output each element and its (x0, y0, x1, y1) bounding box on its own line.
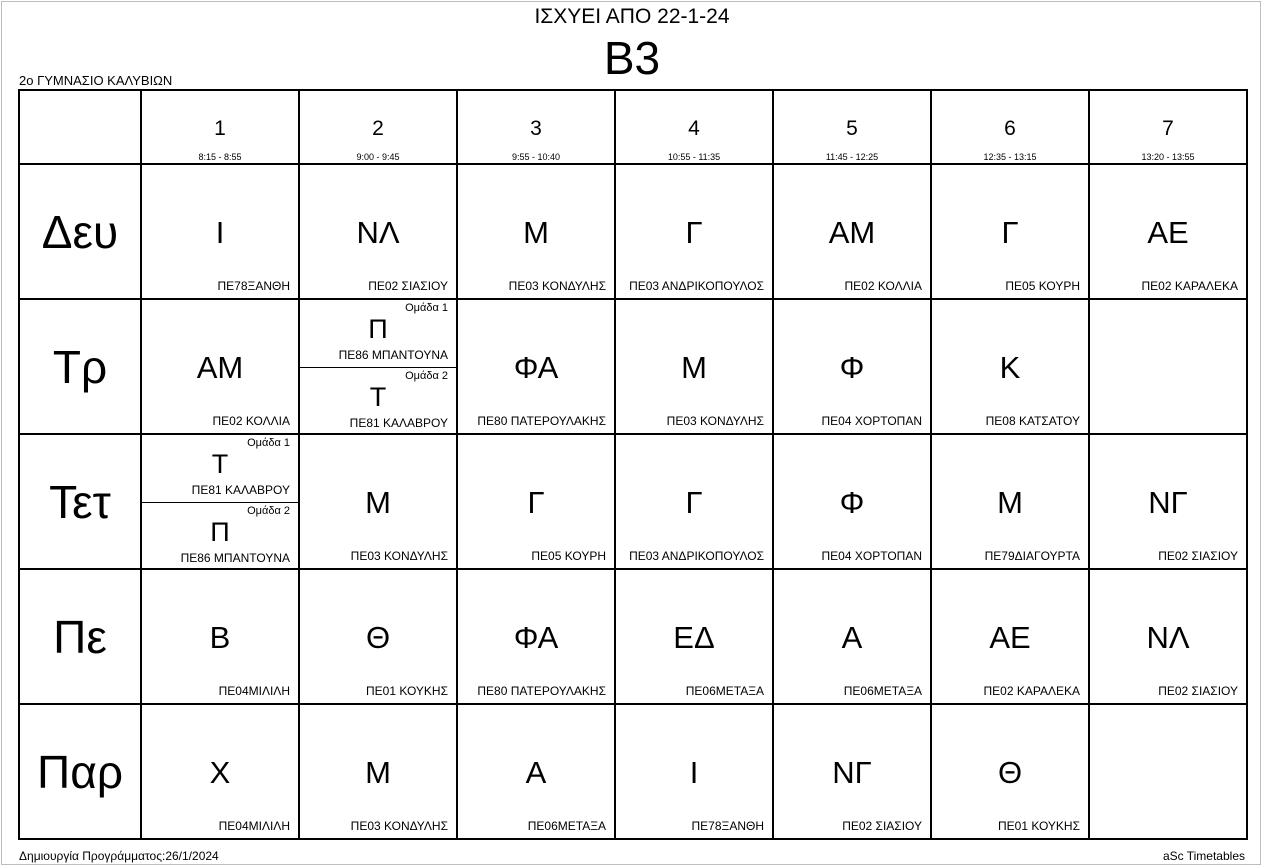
teacher-name: ΠΕ02 ΣΙΑΣΙΟΥ (842, 819, 922, 833)
teacher-name: ΠΕ80 ΠΑΤΕΡΟΥΛΑΚΗΣ (477, 684, 606, 698)
lesson-cell (1089, 164, 1247, 299)
subject-code: Μ (365, 485, 391, 520)
lesson-cell (773, 569, 931, 704)
teacher-name: ΠΕ78ΞΑΝΘΗ (691, 819, 764, 833)
subject-code: Φ (839, 485, 865, 520)
teacher-name: ΠΕ03 ΚΟΝΔΥΛΗΣ (666, 414, 764, 428)
lesson-cell (931, 569, 1089, 704)
period-header-cell (615, 90, 773, 164)
subject-code: Β (209, 620, 231, 655)
period-number: 6 (1004, 117, 1016, 140)
day-row (19, 164, 1247, 299)
teacher-name: ΠΕ86 ΜΠΑΝΤΟΥΝΑ (180, 551, 290, 565)
subject-code: Μ (523, 215, 549, 250)
group-label: Ομάδα 2 (247, 505, 290, 517)
period-time: 8:15 - 8:55 (198, 152, 242, 162)
teacher-name: ΠΕ02 ΣΙΑΣΙΟΥ (1158, 549, 1238, 563)
subject-code: ΝΛ (356, 215, 400, 250)
lesson-cell (615, 569, 773, 704)
period-number: 1 (214, 117, 226, 140)
period-number: 2 (372, 117, 384, 140)
group-label: Ομάδα 1 (247, 437, 290, 449)
lesson-cell (457, 704, 615, 839)
subject-code: Τ (211, 449, 229, 479)
subject-code: Α (525, 755, 547, 790)
lesson-cell (773, 299, 931, 434)
period-header-cell (931, 90, 1089, 164)
subject-code: Θ (997, 755, 1023, 790)
class-name-title: Β3 (603, 32, 661, 84)
period-time: 9:00 - 9:45 (356, 152, 400, 162)
lesson-cell (931, 299, 1089, 434)
timetable-grid (18, 89, 1248, 840)
corner-cell (19, 90, 141, 164)
teacher-name: ΠΕ80 ΠΑΤΕΡΟΥΛΑΚΗΣ (477, 414, 606, 428)
day-label: Παρ (37, 745, 123, 798)
subject-code: ΑΜ (828, 215, 876, 250)
school-name: 2ο ΓΥΜΝΑΣΙΟ ΚΑΛΥΒΙΩΝ (19, 73, 173, 88)
lesson-cell (1089, 299, 1247, 434)
lesson-cell (457, 299, 615, 434)
teacher-name: ΠΕ03 ΑΝΔΡΙΚΟΠΟΥΛΟΣ (629, 549, 764, 563)
subject-code: Χ (209, 755, 231, 790)
group-lesson (142, 435, 298, 503)
subject-code: ΦΑ (513, 350, 559, 385)
lesson-cell (615, 704, 773, 839)
day-cell (19, 704, 141, 839)
day-cell (19, 164, 141, 299)
day-cell (19, 434, 141, 569)
subject-code: ΑΕ (989, 620, 1031, 655)
period-header-cell (141, 90, 299, 164)
subject-code: Μ (681, 350, 707, 385)
created-date: Δημιουργία Προγράμματος:26/1/2024 (19, 849, 219, 863)
teacher-name: ΠΕ02 ΣΙΑΣΙΟΥ (1158, 684, 1238, 698)
subject-code: Α (841, 620, 863, 655)
subject-code: Γ (685, 215, 703, 250)
period-time: 10:55 - 11:35 (667, 152, 721, 162)
subject-code: Κ (999, 350, 1021, 385)
lesson-cell (615, 299, 773, 434)
period-header-cell (1089, 90, 1247, 164)
lesson-cell (457, 569, 615, 704)
period-number: 4 (688, 117, 700, 140)
subject-code: Τ (369, 382, 387, 412)
teacher-name: ΠΕ02 ΚΑΡΑΛΕΚΑ (983, 684, 1080, 698)
teacher-name: ΠΕ03 ΚΟΝΔΥΛΗΣ (350, 549, 448, 563)
subject-code: ΝΓ (1148, 485, 1188, 520)
group-lesson (142, 503, 298, 570)
lesson-cell (457, 434, 615, 569)
group-lesson (300, 368, 456, 435)
teacher-name: ΠΕ03 ΚΟΝΔΥΛΗΣ (508, 279, 606, 293)
lesson-cell (773, 704, 931, 839)
subject-code: Π (210, 517, 230, 547)
subject-code: Γ (685, 485, 703, 520)
teacher-name: ΠΕ05 ΚΟΥΡΗ (1005, 279, 1080, 293)
lesson-cell (931, 434, 1089, 569)
teacher-name: ΠΕ03 ΑΝΔΡΙΚΟΠΟΥΛΟΣ (629, 279, 764, 293)
group-lesson (300, 300, 456, 368)
lesson-cell (141, 299, 299, 434)
teacher-name: ΠΕ02 ΚΟΛΛΙΑ (212, 414, 290, 428)
group-label: Ομάδα 1 (405, 302, 448, 314)
day-cell (19, 569, 141, 704)
teacher-name: ΠΕ06ΜΕΤΑΞΑ (685, 684, 764, 698)
lesson-cell (1089, 569, 1247, 704)
period-header-row (19, 90, 1247, 164)
lesson-cell (141, 434, 299, 569)
teacher-name: ΠΕ08 ΚΑΤΣΑΤΟΥ (985, 414, 1080, 428)
teacher-name: ΠΕ81 ΚΑΛΑΒΡΟΥ (349, 416, 448, 430)
subject-code: ΝΛ (1146, 620, 1190, 655)
lesson-cell (299, 299, 457, 434)
day-row (19, 569, 1247, 704)
subject-code: Γ (527, 485, 545, 520)
lesson-cell (773, 434, 931, 569)
valid-from-title: ΙΣΧΥΕΙ ΑΠΟ 22-1-24 (534, 5, 730, 28)
teacher-name: ΠΕ78ΞΑΝΘΗ (217, 279, 290, 293)
day-row (19, 704, 1247, 839)
teacher-name: ΠΕ03 ΚΟΝΔΥΛΗΣ (350, 819, 448, 833)
teacher-name: ΠΕ06ΜΕΤΑΞΑ (527, 819, 606, 833)
teacher-name: ΠΕ05 ΚΟΥΡΗ (531, 549, 606, 563)
lesson-cell (931, 164, 1089, 299)
lesson-cell (457, 164, 615, 299)
lesson-cell (1089, 704, 1247, 839)
teacher-name: ΠΕ04 ΧΟΡΤΟΠΑΝ (821, 414, 922, 428)
period-time: 12:35 - 13:15 (983, 152, 1037, 162)
day-label: Δευ (41, 205, 119, 258)
lesson-cell (615, 164, 773, 299)
period-time: 9:55 - 10:40 (511, 152, 561, 162)
teacher-name: ΠΕ04ΜΙΛΙΛΗ (218, 684, 290, 698)
period-header-cell (457, 90, 615, 164)
subject-code: Π (368, 314, 388, 344)
day-row (19, 434, 1247, 569)
lesson-cell (299, 704, 457, 839)
day-label: Πε (53, 610, 107, 663)
subject-code: Μ (365, 755, 391, 790)
period-number: 5 (846, 117, 858, 140)
teacher-name: ΠΕ81 ΚΑΛΑΒΡΟΥ (191, 483, 290, 497)
lesson-cell (615, 434, 773, 569)
lesson-cell (299, 164, 457, 299)
teacher-name: ΠΕ02 ΣΙΑΣΙΟΥ (368, 279, 448, 293)
generator-label: aSc Timetables (1162, 849, 1245, 863)
subject-code: ΝΓ (832, 755, 872, 790)
day-row (19, 299, 1247, 434)
period-number: 3 (530, 117, 542, 140)
subject-code: Θ (365, 620, 391, 655)
lesson-cell (299, 434, 457, 569)
lesson-cell (1089, 434, 1247, 569)
lesson-cell (299, 569, 457, 704)
teacher-name: ΠΕ02 ΚΑΡΑΛΕΚΑ (1141, 279, 1238, 293)
teacher-name: ΠΕ01 ΚΟΥΚΗΣ (365, 684, 448, 698)
period-header-cell (773, 90, 931, 164)
subject-code: Ι (689, 755, 699, 790)
teacher-name: ΠΕ79ΔΙΑΓΟΥΡΤΑ (984, 549, 1080, 563)
subject-code: ΑΜ (196, 350, 244, 385)
teacher-name: ΠΕ06ΜΕΤΑΞΑ (843, 684, 922, 698)
teacher-name: ΠΕ04ΜΙΛΙΛΗ (218, 819, 290, 833)
group-label: Ομάδα 2 (405, 370, 448, 382)
subject-code: ΑΕ (1147, 215, 1189, 250)
lesson-cell (141, 569, 299, 704)
period-header-cell (299, 90, 457, 164)
subject-code: Ι (215, 215, 225, 250)
day-cell (19, 299, 141, 434)
subject-code: Φ (839, 350, 865, 385)
day-label: Τρ (52, 340, 108, 393)
teacher-name: ΠΕ02 ΚΟΛΛΙΑ (844, 279, 922, 293)
subject-code: ΕΔ (673, 620, 715, 655)
subject-code: ΦΑ (513, 620, 559, 655)
lesson-cell (141, 164, 299, 299)
subject-code: Γ (1001, 215, 1019, 250)
lesson-cell (141, 704, 299, 839)
teacher-name: ΠΕ01 ΚΟΥΚΗΣ (997, 819, 1080, 833)
subject-code: Μ (997, 485, 1023, 520)
lesson-cell (773, 164, 931, 299)
teacher-name: ΠΕ86 ΜΠΑΝΤΟΥΝΑ (338, 348, 448, 362)
lesson-cell (931, 704, 1089, 839)
day-label: Τετ (49, 475, 111, 528)
period-time: 11:45 - 12:25 (825, 152, 879, 162)
period-number: 7 (1162, 117, 1174, 140)
teacher-name: ΠΕ04 ΧΟΡΤΟΠΑΝ (821, 549, 922, 563)
period-time: 13:20 - 13:55 (1141, 152, 1195, 162)
